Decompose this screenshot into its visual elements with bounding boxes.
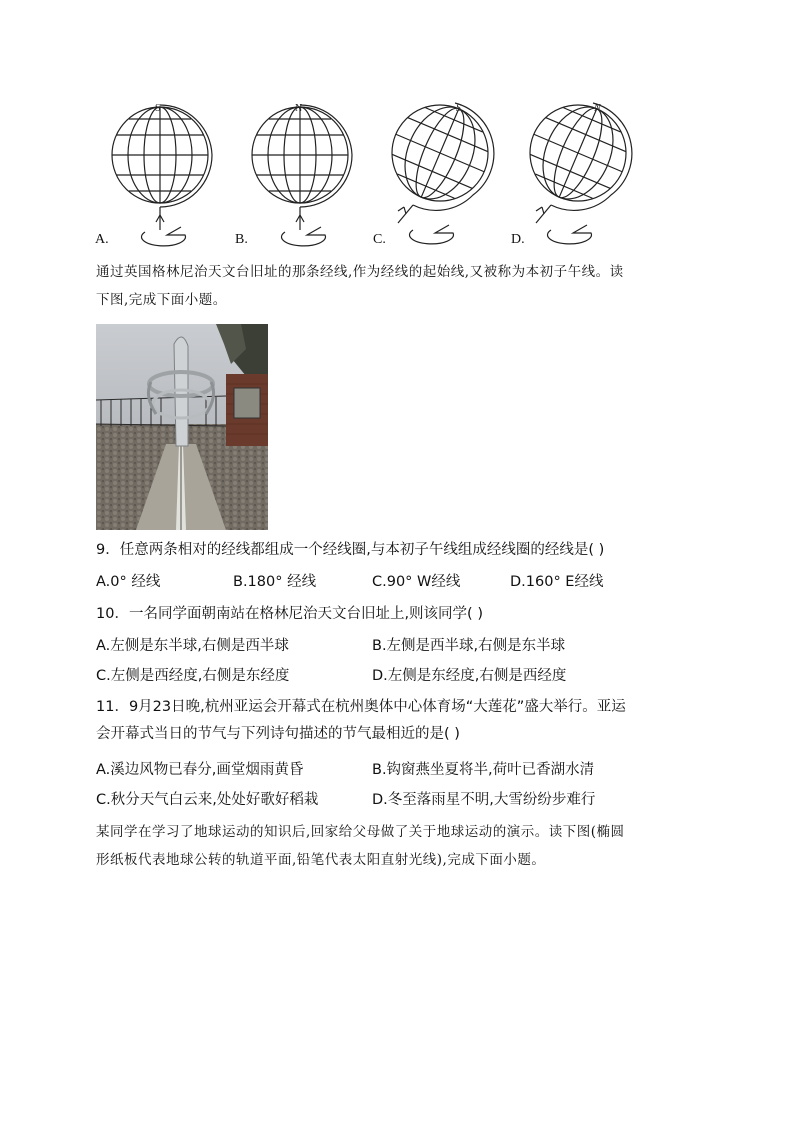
question-stem: 10．一名同学面朝南站在格林尼治天文台旧址上,则该同学( ) [96,606,483,622]
tilted-globe-icon [373,95,503,250]
tilted-globe-icon [511,95,641,250]
option-label: A. [95,232,109,247]
upright-globe-icon [95,95,225,250]
greenwich-meridian-photo [96,324,268,530]
intro-line: 形纸板代表地球公转的轨道平面,铅笔代表太阳直射光线),完成下面小题。 [96,852,546,868]
question-stem: 会开幕式当日的节气与下列诗句描述的节气最相近的是( ) [96,726,460,742]
globe-pole-label: S [456,103,461,114]
globe-option-a [95,95,225,250]
question-stem: 11．9月23日晚,杭州亚运会开幕式在杭州奥体中心体育场“大莲花”盛大举行。亚运 [96,699,626,715]
meridian-monument-image [96,324,268,530]
intro-line: 通过英国格林尼治天文台旧址的那条经线,作为经线的起始线,又被称为本初子午线。读 [96,264,624,280]
question-11 [96,694,716,748]
intro-line: 某同学在学习了地球运动的知识后,回家给父母做了关于地球运动的演示。读下图(椭圆 [96,824,625,840]
option-d: D.冬至落雨星不明,大雪纷纷步难行 [372,792,596,808]
question-10 [96,601,716,628]
globe-option-c [373,95,503,250]
globe-pole-label: N [295,103,303,114]
intro-line: 下图,完成下面小题。 [96,292,227,308]
option-a: A.溪边风物已春分,画堂烟雨黄昏 [96,762,304,778]
option-d: D.左侧是东经度,右侧是西经度 [372,668,567,684]
globe-option-d [511,95,641,250]
option-label: B. [235,232,248,247]
upright-globe-icon [235,95,365,250]
option-d: D.160° E经线 [510,574,604,590]
option-b: B.左侧是西半球,右侧是东半球 [372,638,566,654]
globe-pole-label: S [155,103,161,114]
option-c: C.左侧是西经度,右侧是东经度 [96,668,290,684]
intro-paragraph-meridian [96,258,706,314]
question-stem: 9．任意两条相对的经线都组成一个经线圈,与本初子午线组成经线圈的经线是( ) [96,542,605,558]
option-label: C. [373,232,386,247]
globe-pole-label: N [594,103,601,114]
globe-options-figure [95,95,655,255]
globe-option-b [235,95,365,250]
option-b: B.180° 经线 [233,574,317,590]
option-label: D. [511,232,525,247]
option-a: A.左侧是东半球,右侧是西半球 [96,638,289,654]
option-b: B.钩窗燕坐夏将半,荷叶已香湖水清 [372,762,595,778]
intro-paragraph-earth-motion [96,818,706,874]
option-a: A.0° 经线 [96,574,161,590]
option-c: C.90° W经线 [372,574,461,590]
option-c: C.秋分天气白云来,处处好歌好稻栽 [96,792,319,808]
question-9 [96,537,716,564]
